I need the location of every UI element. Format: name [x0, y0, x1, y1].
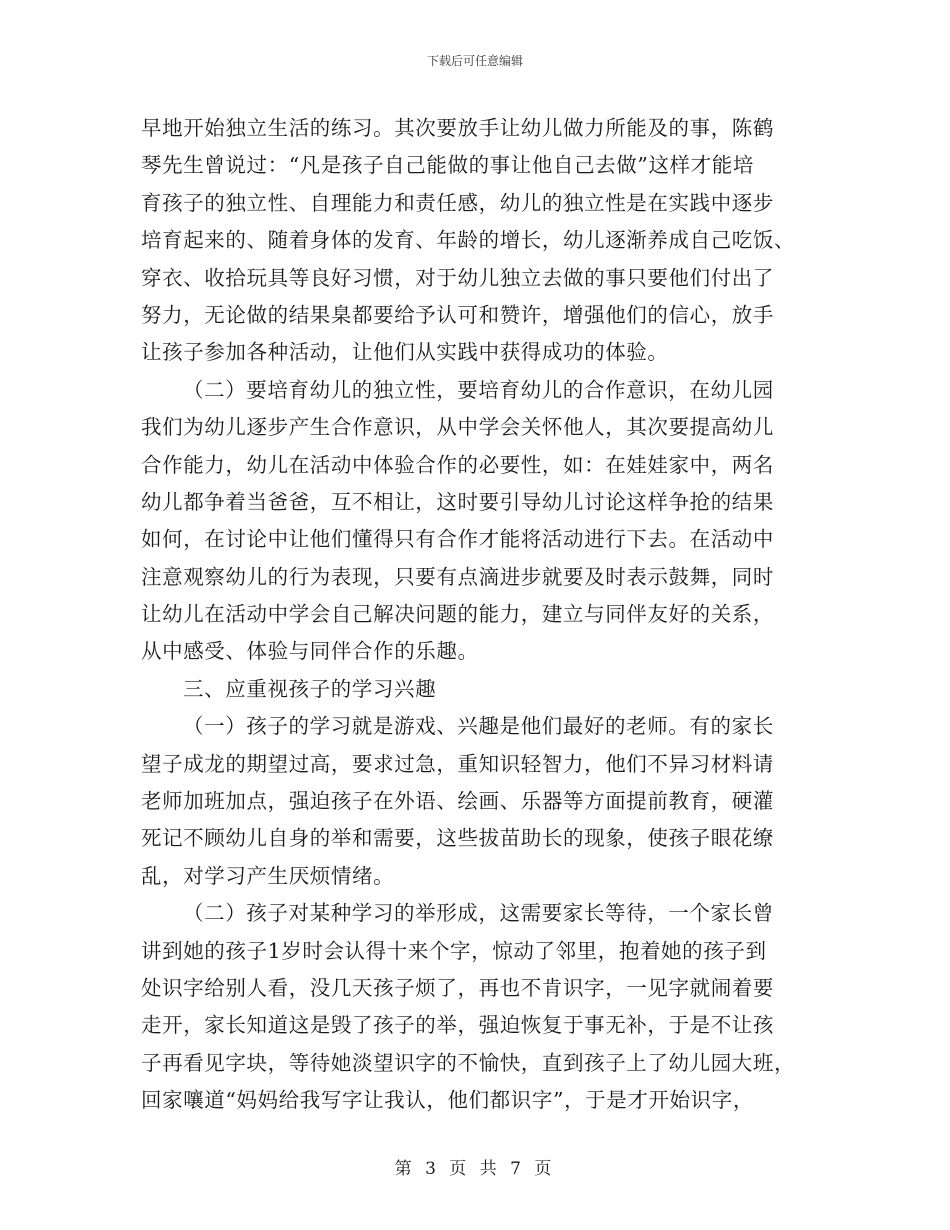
text-line: 处识字给别人看，没几天孩子烦了，再也不肯识字，一见字就闹着要	[141, 975, 774, 1000]
text-line: 乱，对学习产生厌烦情绪。	[141, 863, 395, 888]
text-line: 老师加班加点，强迫孩子在外语、绘画、乐器等方面提前教育，硬灌	[141, 789, 774, 814]
text-line: 走开，家长知道这是毁了孩子的举，强迫恢复于事无补，于是不让孩	[141, 1013, 774, 1038]
text-line: 从中感受、体验与同伴合作的乐趣。	[141, 639, 479, 664]
text-line: 注意观察幼儿的行为表现，只要有点滴进步就要及时表示鼓舞，同时	[141, 564, 774, 589]
section-heading	[141, 671, 831, 708]
text-line: 望子成龙的期望过高，要求过急，重知识轻智力，他们不异习材料请	[141, 751, 774, 776]
text-line: 穿衣、收拾玩具等良好习惯，对于幼儿独立去做的事只要他们付出了	[141, 265, 774, 290]
heading-line: 三、应重视孩子的学习兴趣	[183, 676, 437, 701]
text-line: 讲到她的孩子1岁时会认得十来个字，惊动了邻里，抱着她的孩子到	[141, 938, 767, 963]
paragraph	[141, 895, 831, 1119]
text-line: 幼儿都争着当爸爸，互不相让，这时要引导幼儿讨论这样争抢的结果	[141, 489, 774, 514]
text-line: 早地开始独立生活的练习。其次要放手让幼儿做力所能及的事，陈鹤	[141, 116, 774, 140]
document-body	[141, 110, 831, 1120]
paragraph	[141, 708, 831, 895]
text-line: 育孩子的独立性、自理能力和责任感，幼儿的独立性是在实践中逐步	[141, 190, 774, 215]
paragraph	[141, 110, 831, 372]
text-line: （二）要培育幼儿的独立性，要培育幼儿的合作意识，在幼儿园	[183, 377, 774, 402]
text-line: 合作能力，幼儿在活动中体验合作的必要性，如：在娃娃家中，两名	[141, 452, 774, 477]
text-line: 努力，无论做的结果臬都要给予认可和赞许，增强他们的信心，放手	[141, 302, 774, 327]
text-line: 回家嚷道“妈妈给我写字让我认，他们都识字”，于是才开始识字，	[141, 1088, 754, 1113]
text-line: 培育起来的、随着身体的发育、年龄的增长，幼儿逐渐养成自己吃饭、	[141, 228, 796, 253]
text-line: 死记不顾幼儿自身的举和需要，这些拔苗助长的现象，使孩子眼花缭	[141, 826, 774, 851]
page-header: 下载后可任意编辑	[426, 54, 523, 68]
text-line: （一）孩子的学习就是游戏、兴趣是他们最好的老师。有的家长	[183, 714, 774, 739]
text-line: 让孩子参加各种活动，让他们从实践中获得成功的体验。	[141, 340, 669, 365]
text-line: 让幼儿在活动中学会自己解决问题的能力，建立与同伴友好的关系，	[141, 602, 774, 627]
paragraph	[141, 372, 831, 671]
text-line: （二）孩子对某种学习的举形成，这需要家长等待，一个家长曾	[183, 901, 774, 926]
text-line: 子再看见字块，等待她淡望识字的不愉快，直到孩子上了幼儿园大班，	[141, 1050, 796, 1075]
text-line: 如何，在讨论中让他们懂得只有合作才能将活动进行下去。在活动中	[141, 527, 774, 552]
text-line: 我们为幼儿逐步产生合作意识，从中学会关怀他人，其次要提高幼儿	[141, 415, 774, 440]
text-line: 琴先生曾说过：“凡是孩子自己能做的事让他自己去做”这样才能培	[141, 153, 754, 178]
page-footer: 第 3 页 共 7 页	[394, 1159, 556, 1179]
